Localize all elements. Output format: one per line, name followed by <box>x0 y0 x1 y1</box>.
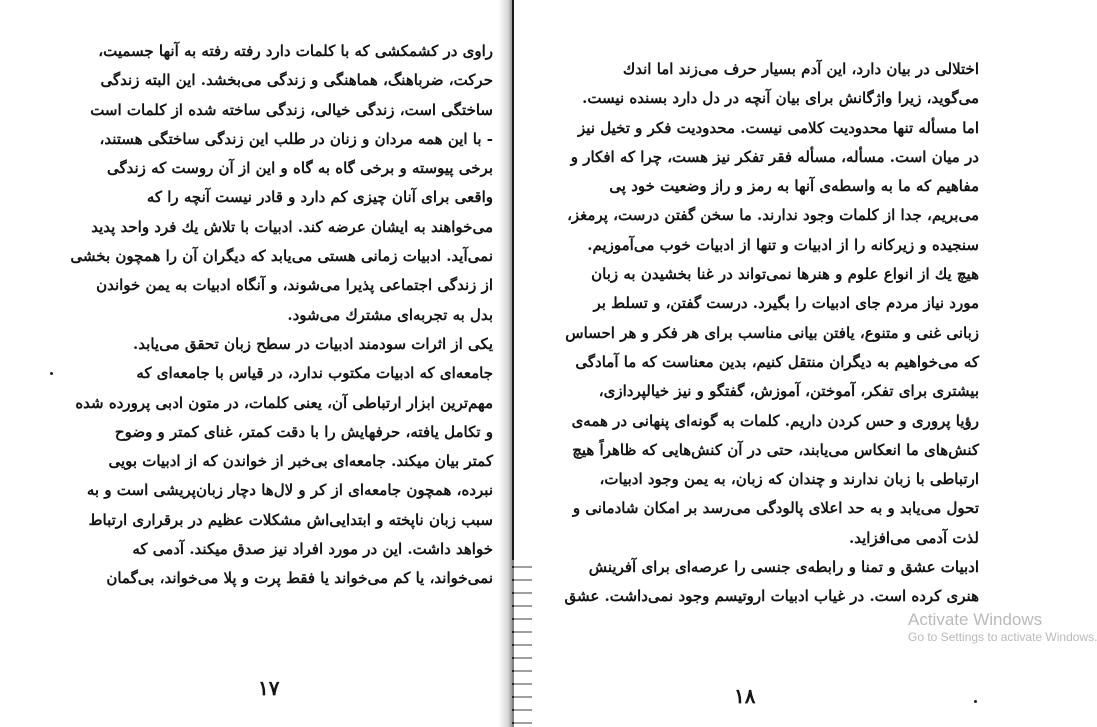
text-line: مهم‌ترین ابزار ارتباطی آن، یعنی کلمات، در متون ادبی پرورده شده <box>75 393 493 412</box>
text-line: می‌خواهند به ایشان عرضه کند. ادبیات با تلاش یك فرد واحد پدید <box>91 217 493 236</box>
text-line: می‌بریم، جدا از کلمات وجود ندارند. ما سخن گفتن درست، پرمغز، <box>567 206 979 225</box>
activation-watermark <box>908 610 1097 645</box>
page-number: ۱۷ <box>258 676 280 700</box>
text-line: که می‌خواهیم به دیگران منتقل کنیم، بدین معناست که ما آمادگی <box>575 352 979 371</box>
text-line: اما مسأله تنها محدودیت کلامی نیست. محدودیت فکر و تخیل نیز <box>578 118 979 137</box>
page-speck <box>974 700 977 703</box>
text-line: بیشتری برای تفکر، آموختن، آموزش، گفتگو و نیز خیالپردازی، <box>598 382 979 401</box>
text-line: ارتباطی با زبان ندارند و چندان که زبان، به یمن وجود ادبیات، <box>599 470 979 489</box>
text-line: رؤیا پروری و حس کردن داریم. کلمات به گونه‌ای پنهانی در همه‌ی <box>571 411 979 430</box>
binding-edge <box>512 560 532 727</box>
text-line: نمی‌خواند، یا کم می‌خواند یا فقط پرت و پلا می‌خواند، بی‌گمان <box>106 569 493 588</box>
text-line: یکی از اثرات سودمند ادبیات در سطح زبان تحقق می‌یابد. <box>133 334 493 353</box>
text-line: سبب زبان ناپخته و ابتدایی‌اش مشکلات عظیم در برقراری ارتباط <box>88 510 493 529</box>
text-line: کمتر بیان میکند. جامعه‌ای بی‌خبر از خواندن که از ادبیات بویی <box>108 452 493 471</box>
left-page-text <box>70 37 493 594</box>
text-line: هنری کرده است. در غیاب ادبیات اروتیسم وجود نمی‌داشت. عشق <box>564 587 979 606</box>
text-line: خواهد داشت. این در مورد افراد نیز صدق میکند. آدمی که <box>132 540 493 559</box>
text-line: سنجیده و زیرکانه را از ادبیات و تنها از ادبیات خوب می‌آموزیم. <box>587 235 979 254</box>
text-line: راوی در کشمکشی که با کلمات دارد رفته رفته به آنها جسمیت، <box>98 42 493 60</box>
text-line: نبرده، همچون جامعه‌ای از کر و لال‌ها دچار زبان‌پریشی است و به <box>86 481 493 500</box>
text-line: مورد نیاز مردم جای ادبیات را بگیرد. درست گفتن، و تسلط بر <box>593 294 979 313</box>
text-line: ادبیات عشق و تمنا و رابطه‌ی جنسی را عرصه‌ای برای آفرینش <box>588 558 979 577</box>
text-line: هیچ یك از انواع علوم و هنرها نمی‌تواند در غنا بخشیدن به زبان <box>591 265 979 284</box>
text-line: از زندگی اجتماعی پذیرا می‌شوند، و آنگاه ادبیات به یمن خواندن <box>96 276 493 295</box>
text-line: تحول می‌یابد و به حد اعلای پالودگی می‌رسد بر امکان شادمانی و <box>572 499 979 518</box>
text-line: زبانی غنی و متنوع، یافتن بیانی مناسب برای هر فکر و هر احساس <box>565 323 979 342</box>
text-line: ساختگی است، زندگی خیالی، زندگی ساخته شده از کلمات است <box>90 100 493 119</box>
text-line: مفاهیم که ما به واسطه‌ی آنها به رمز و راز وضعیت خود پی <box>609 177 979 196</box>
text-line: لذت آدمی می‌افزاید. <box>849 528 979 547</box>
text-line: برخی پیوسته و برخی گاه به گاه و این از آن روست که زندگی <box>106 159 493 178</box>
text-line: کنش‌های ما انعکاس می‌یابند، حتی در آن کنش‌هایی که ظاهراً هیچ <box>572 440 979 459</box>
text-line: جامعه‌ای که ادبیات مکتوب ندارد، در قیاس با جامعه‌ای که <box>136 364 493 383</box>
text-line: نمی‌آید. ادبیات زمانی هستی می‌یابد که دیگران آن را همچون بخشی <box>70 247 493 266</box>
left-page <box>0 0 511 727</box>
text-line: بدل به تجربه‌ای مشترك می‌شود. <box>287 305 493 324</box>
book-spine <box>498 0 512 727</box>
text-line: در میان است. مسأله، مسأله فقر تفکر نیز هست، چرا که افکار و <box>570 147 979 166</box>
watermark-title: Activate Windows <box>908 610 1043 629</box>
page-speck <box>50 372 53 375</box>
watermark-subtitle: Go to Settings to activate Windows. <box>908 630 1097 645</box>
text-line: اختلالی در بیان دارد، این آدم بسیار حرف می‌زند اما اندك <box>622 60 979 78</box>
right-page-text <box>559 55 979 612</box>
text-line: واقعی برای آنان چیزی کم دارد و قادر نیست آنچه را که <box>146 188 493 207</box>
text-line: و تکامل یافته، حرفهایش را با دقت کمتر، غنای کمتر و وضوح <box>114 422 493 441</box>
text-line: - با این همه مردان و زنان در طلب این زندگی ساختگی هستند، <box>99 129 493 148</box>
text-line: حرکت، ضرباهنگ، هماهنگی و زندگی می‌بخشد. این البته زندگی <box>100 71 493 90</box>
page-number: ۱۸ <box>734 684 756 708</box>
text-line: می‌گوید، زیرا واژگانش برای بیان آنچه در دل دارد بسنده نیست. <box>582 89 979 108</box>
